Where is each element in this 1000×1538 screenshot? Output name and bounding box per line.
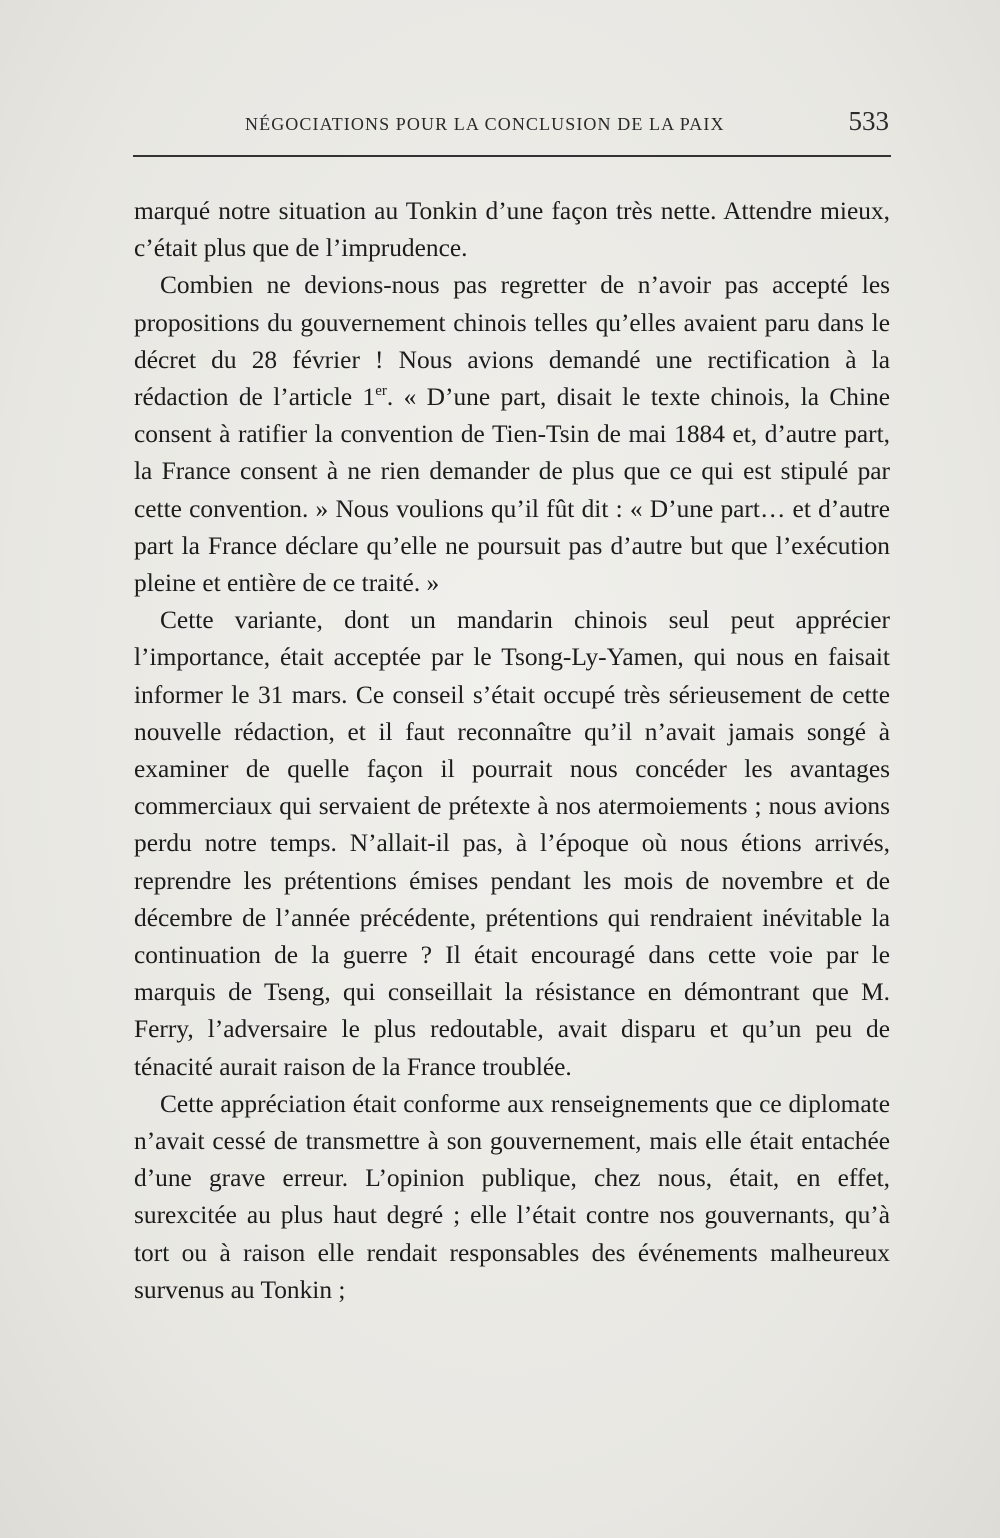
paragraph-2 [134,267,890,602]
paragraph-3: Cette variante, dont un mandarin chinois seul peut apprécier l’importance, était acceptée par le Tsong-Ly-Yamen, qui nous en faisait informer le 31 mars. Ce conseil s’était occupé très sérieusement de cette nouvelle rédaction, et il faut reconnaître qu’il n’avait jamais songé à examiner de quelle façon il pourrait nous concéder les avantages commerciaux qui servaient de prétexte à nos atermoiements ; nous avions perdu notre temps. N’allait-il pas, à l’époque où nous étions arrivés, reprendre les prétentions émises pendant les mois de novembre et de décembre de l’année précédente, prétentions qui rendraient inévitable la continuation de la guerre ? Il était encouragé dans cette voie par le marquis de Tseng, qui conseillait la résistance en démontrant que M. Ferry, l’adversaire le plus redoutable, avait disparu et qu’un peu de ténacité aurait raison de la France troublée. [134,606,890,1081]
running-head [133,106,893,146]
body-text [134,193,890,1309]
paragraph-2-part-1: Combien ne devions-nous pas regretter de n’avoir pas accepté les propositions du gouvernement chinois telles qu’elles avaient paru dans le décret du 28 février ! Nous avions demandé une rectification à la rédaction de l’article 1 [134,271,890,412]
paragraph-2-part-2: . « D’une part, disait le texte chinois, la Chine consent à ratifier la convention de Tien-Tsin de mai 1884 et, d’autre part, la France consent à ne rien demander de plus que ce qui est stipulé par cette convention. » Nous voulions qu’il fût dit : « D’une part… et d’autre part la France déclare qu’elle ne poursuit pas d’autre but que l’exécution pleine et entière de ce traité. » [134,383,890,598]
page-number: 533 [848,106,889,136]
ordinal-superscript: er [375,383,387,400]
paragraph-1: marqué notre situation au Tonkin d’une façon très nette. Attendre mieux, c’était plus que de l’imprudence. [134,197,890,263]
paragraph-4: Cette appréciation était conforme aux renseignements que ce diplomate n’avait cessé de transmettre à son gouvernement, mais elle était entachée d’une grave erreur. L’opinion publique, chez nous, était, en effet, surexcitée au plus haut degré ; elle l’était contre nos gouvernants, qu’à tort ou à raison elle rendait responsables des événements malheureux survenus au Tonkin ; [134,1089,890,1304]
header-rule [133,155,891,157]
running-title: NÉGOCIATIONS POUR LA CONCLUSION DE LA PAIX [245,114,725,134]
